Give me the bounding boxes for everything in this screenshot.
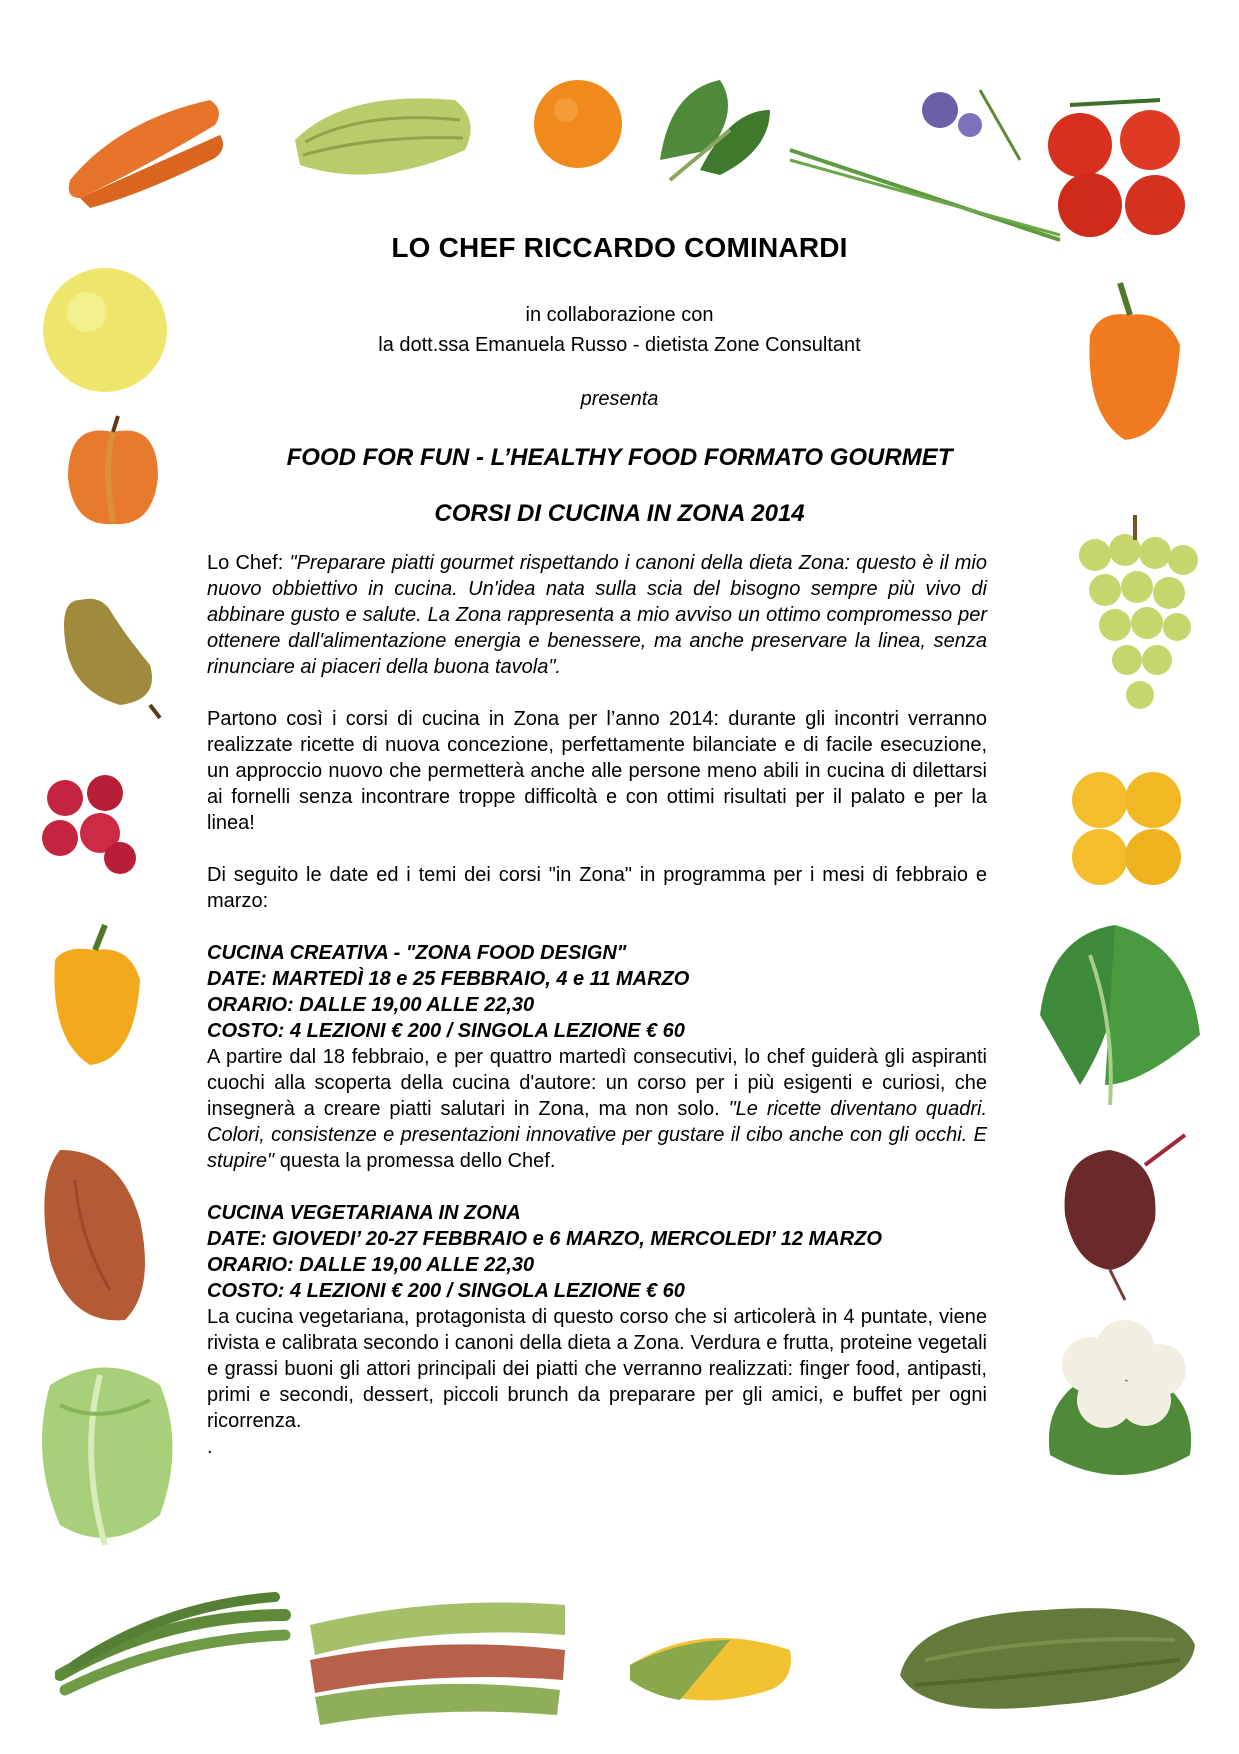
- course-1-cost: COSTO: 4 LEZIONI € 200 / SINGOLA LEZIONE € 60: [207, 1020, 685, 1042]
- chef-prefix: Lo Chef:: [207, 552, 290, 574]
- intro-paragraph: Partono così i corsi di cucina in Zona per l’anno 2014: durante gli incontri verranno realizzate ricette di nuova concezione, perfettamente bilanciate e di facile esecuzione, un approccio nuovo che permetterà anche alle persone meno abili in cucina di dilettarsi ai fornelli senza incontrare troppe difficoltà e con ottimi risultati per il palato e per la linea!: [207, 708, 987, 834]
- collaboration-line-1: in collaborazione con: [525, 304, 714, 326]
- pear-icon: [50, 580, 170, 720]
- lemons-icon: [1065, 765, 1185, 890]
- green-beans-icon: [55, 1585, 295, 1705]
- chef-quote: "Preparare piatti gourmet rispettando i canoni della dieta Zona: questo è il mio nuovo obbiettivo in cucina. Un'idea nata sulla scia del bisogno sempre più vivo di abbinare gusto e salute. La Zona rappresenta a mio avviso un ottimo compromesso per ottenere dall'alimentazione energia e benessere, ma anche preservare la linea, senza rinunciare ai piaceri della buona tavola".: [207, 552, 987, 678]
- course-2-name: CUCINA VEGETARIANA IN ZONA: [207, 1202, 521, 1224]
- corn-cob-icon: [620, 1610, 800, 1720]
- course-2-description: La cucina vegetariana, protagonista di questo corso che si articolerà in 4 puntate, viene rivista e calibrata secondo i canoni della dieta a Zona. Verdura e frutta, proteine vegetali e grassi buoni gli attori principali dei piatti che verranno realizzati: finger food, antipasti, primi e secondi, dessert, piccoli brunch da preparare per gli amici, e buffet per ogni ricorrenza.: [207, 1306, 987, 1432]
- course-2: [207, 1200, 987, 1434]
- schedule-intro-paragraph: Di seguito le date ed i temi dei corsi "in Zona" in programma per i mesi di febbraio e marzo:: [207, 864, 987, 912]
- course-series-title: CORSI DI CUCINA IN ZONA 2014: [434, 500, 805, 527]
- carrot-icon: [60, 80, 230, 210]
- chives-flower-icon: [780, 70, 1070, 250]
- lettuce-icon: [20, 1345, 185, 1555]
- document-body: [207, 550, 987, 1486]
- course-2-dates: DATE: GIOVEDI’ 20-27 FEBBRAIO e 6 MARZO, MERCOLEDI’ 12 MARZO: [207, 1228, 882, 1250]
- rhubarb-icon: [305, 1575, 570, 1735]
- corn-icon: [285, 80, 485, 190]
- collaboration-line-2: la dott.ssa Emanuela Russo - dietista Zone Consultant: [378, 334, 861, 356]
- cauliflower-icon: [1030, 1305, 1210, 1495]
- orange-icon: [528, 72, 628, 172]
- zucchini-icon: [885, 1585, 1205, 1730]
- raspberries-icon: [35, 768, 145, 878]
- trailing-dot: .: [207, 1436, 213, 1458]
- course-1-dates: DATE: MARTEDÌ 18 e 25 FEBBRAIO, 4 e 11 MARZO: [207, 968, 690, 990]
- course-1-time: ORARIO: DALLE 19,00 ALLE 22,30: [207, 994, 535, 1016]
- spinach-icon: [1020, 915, 1215, 1110]
- chard-icon: [640, 70, 780, 190]
- collaboration-block: [0, 300, 1239, 360]
- yellow-pepper-icon: [35, 920, 155, 1070]
- tomatoes-icon: [1030, 80, 1205, 250]
- page-title: LO CHEF RICCARDO COMINARDI: [391, 232, 848, 263]
- beetroot-icon: [1035, 1125, 1195, 1305]
- course-2-time: ORARIO: DALLE 19,00 ALLE 22,30: [207, 1254, 535, 1276]
- course-1-description-end: questa la promessa dello Chef.: [274, 1150, 556, 1172]
- presenta-text: presenta: [580, 388, 659, 410]
- course-2-cost: COSTO: 4 LEZIONI € 200 / SINGOLA LEZIONE € 60: [207, 1280, 685, 1302]
- course-1-description: A partire dal 18 febbraio, e per quattro martedì consecutivi, lo chef guiderà gli aspiranti cuochi alla scoperta della cucina d'autore: un corso per i più esigenti e curiosi, che insegnerà a creare piatti salutari in Zona, ma non solo.: [207, 1046, 987, 1120]
- chef-quote-paragraph: [207, 550, 987, 680]
- course-1-name: CUCINA CREATIVA - "ZONA FOOD DESIGN": [207, 942, 627, 964]
- event-subtitle: FOOD FOR FUN - L’HEALTHY FOOD FORMATO GOURMET: [286, 444, 953, 471]
- grapes-icon: [1065, 515, 1205, 725]
- sweet-potato-icon: [30, 1140, 160, 1330]
- course-1-quote: "Le ricette diventano quadri. Colori, consistenze e presentazioni innovative per gustare il cibo anche con gli occhi. E stupire": [207, 1098, 988, 1172]
- course-1: [207, 940, 987, 1174]
